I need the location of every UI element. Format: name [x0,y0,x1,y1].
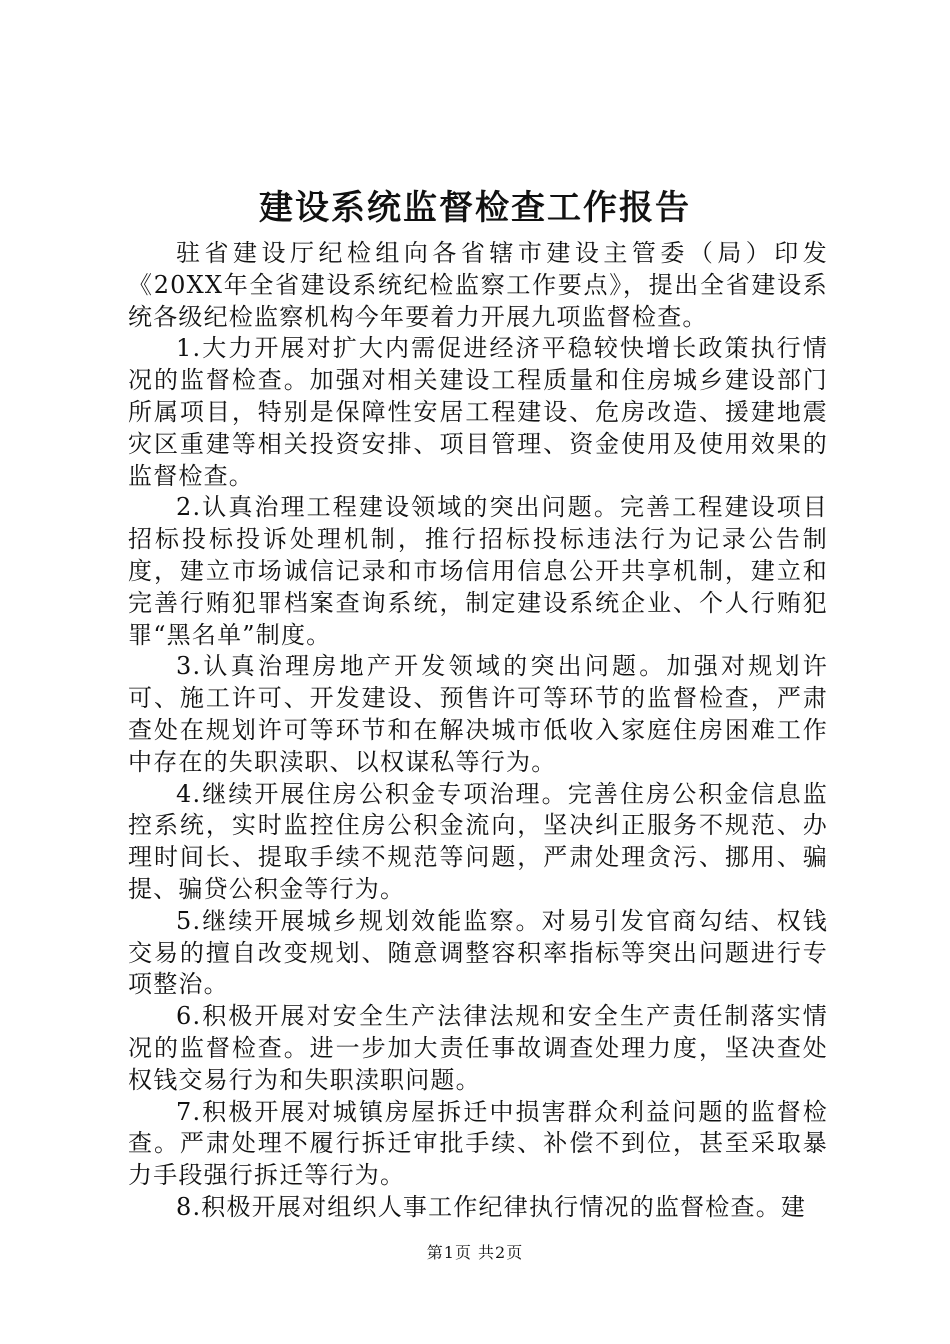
paragraph-item-1: 1.大力开展对扩大内需促进经济平稳较快增长政策执行情况的监督检查。加强对相关建设工程质量和住房城乡建设部门所属项目，特别是保障性安居工程建设、危房改造、援建地震灾区重建等相关投资安排、项目管理、资金使用及使用效果的监督检查。 [128,334,828,490]
paragraph-item-4: 4.继续开展住房公积金专项治理。完善住房公积金信息监控系统，实时监控住房公积金流向，坚决纠正服务不规范、办理时间长、提取手续不规范等问题，严肃处理贪污、挪用、骗提、骗贷公积金等行为。 [128,779,828,903]
paragraph-item-3: 3.认真治理房地产开发领域的突出问题。加强对规划许可、施工许可、开发建设、预售许可等环节的监督检查，严肃查处在规划许可等环节和在解决城市低收入家庭住房困难工作中存在的失职渎职、以权谋私等行为。 [128,652,828,776]
paragraph-item-2: 2.认真治理工程建设领域的突出问题。完善工程建设项目招标投标投诉处理机制，推行招标投标违法行为记录公告制度，建立市场诚信记录和市场信用信息公开共享机制，建立和完善行贿犯罪档案查询系统，制定建设系统企业、个人行贿犯罪“黑名单”制度。 [128,493,828,649]
paragraph-item-8: 8.积极开展对组织人事工作纪律执行情况的监督检查。建 [176,1192,807,1221]
paragraph-item-7: 7.积极开展对城镇房屋拆迁中损害群众利益问题的监督检查。严肃处理不履行拆迁审批手续、补偿不到位，甚至采取暴力手段强行拆迁等行为。 [128,1097,828,1190]
paragraph-intro: 驻省建设厅纪检组向各省辖市建设主管委（局）印发《20XX年全省建设系统纪检监察工作要点》，提出全省建设系统各级纪检监察机构今年要着力开展九项监督检查。 [128,239,828,331]
document-title: 建设系统监督检查工作报告 [259,188,691,228]
paragraph-item-6: 6.积极开展对安全生产法律法规和安全生产责任制落实情况的监督检查。进一步加大责任事故调查处理力度，坚决查处权钱交易行为和失职渎职问题。 [128,1002,828,1094]
document-body [128,238,828,1224]
paragraph-item-5: 5.继续开展城乡规划效能监察。对易引发官商勾结、权钱交易的擅自改变规划、随意调整容积率指标等突出问题进行专项整治。 [128,906,828,999]
page-number-footer: 第1页 共2页 [426,1243,524,1262]
